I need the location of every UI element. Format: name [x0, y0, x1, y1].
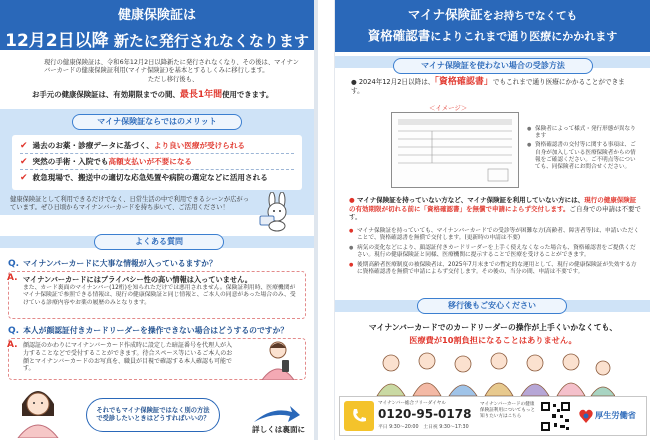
hours-weekend: 土日祝 9:30〜17:30 [423, 425, 469, 430]
validity-line [0, 84, 314, 100]
validity-pre: お手元の健康保険証は、有効期限までの間、 [32, 90, 180, 100]
section-title: マイナ保険証を使わない場合の受診方法 [393, 58, 593, 74]
arrow-right-icon [252, 404, 302, 426]
a-mark: A. [7, 340, 18, 350]
banner-line1-b: をお持ちでなくても [482, 10, 578, 22]
intro-block [0, 50, 314, 84]
sub-notes [349, 226, 641, 278]
answer-note: また、カード裏面のマイナンバー(12桁)を知られただけでは悪用されません。保険証利用時、医療機関がマイナ保険証で参照できる情報は、現行の健康保険証と同じ情報と、ご本人の同意があった場合のみ、受けている診療内容やお薬の履歴のみとなります。 [23, 285, 296, 306]
banner-title-line1: 健康保険証は [117, 8, 196, 23]
see-back-link[interactable]: 詳しくは裏面に [252, 425, 306, 434]
merit-text: 突然の手術・入院でも [32, 157, 109, 167]
question-2 [0, 325, 314, 336]
merit-title: マイナ保険証ならではのメリット [72, 114, 242, 130]
sub-note: ● 後期高齢者医療制度の被保険者は、2025年7月末までの暫定的な運用として、現行の健康保険証が失効する方に資格確認書を無償で申請によらず交付します。その後の、当分の間、申請は不要です。 [349, 262, 641, 277]
validity-highlight: 最長1年間 [179, 90, 223, 101]
a-mark: A. [7, 273, 18, 283]
merit-item [20, 156, 294, 170]
q-mark: Q. [8, 326, 20, 336]
card-note: ● 保険者によって様式・発行形態が異なります [527, 126, 639, 140]
check-icon: ✔ [20, 140, 28, 151]
question-text: 本人が顔認証付きカードリーダーを操作できない場合はどうするのですか？ [23, 326, 289, 335]
qr-caption: マイナンバーカードの健康保険証利用についてもっと知りたい方はこちら [480, 402, 536, 420]
question-text: マイナンバーカードに大事な情報が入っているますか？ [23, 259, 217, 268]
ease-line1: マイナンバーカードでのカードリーダーの操作が上手くいかなくても、 [368, 323, 618, 332]
main-note: ● マイナ保険証を持っていない方など、マイナ保険証を利用していない方には、現行の健康保険証の有効期限が切れる前に「資格確認書」を無償で申請によらず交付します。ご自身での申請は不要です。 [349, 196, 641, 222]
faq-title: よくある質問 [94, 234, 224, 250]
card-notes [527, 124, 639, 173]
hotline-number[interactable]: 0120-95-0178 [378, 407, 472, 421]
ease-line2: 医療費が10割負担になることはありません。 [409, 335, 577, 345]
answer-main: マイナンバーカードにはプライバシー性の高い情報は入っていません。 [23, 275, 252, 284]
banner-line2-a: 資格確認書 [367, 28, 431, 43]
person-phone-illustration [248, 338, 308, 380]
banner-line1 [335, 5, 650, 26]
hotline-hours [378, 423, 469, 430]
card-note: ● 資格確認書の交付等に関する事項は、ご自身が加入している医療保険者からの情報をご確認ください。ご不明点等についても、同保険者にお問合せください。 [527, 142, 639, 171]
banner-line1-a: マイナ保険証 [407, 7, 483, 22]
merit-text: 救急現場で、搬送中の適切な応急処置や病院の選定などに活用される [32, 173, 268, 183]
certificate-image [391, 112, 519, 188]
check-icon: ✔ [20, 172, 28, 183]
banner-date: 12月2日以降 [5, 31, 109, 51]
banner-title-line2 [0, 26, 314, 51]
sub-note: ● 病気の変化などにより、顔認証付きカードリーダーを上手く使えなくなった場合も、資格確認書をご提供ください。現行の健康保険証と同様、医療機関に提示することで医療を受けることができます。 [349, 245, 641, 260]
merit-item [20, 172, 294, 185]
q-mark: Q. [8, 259, 20, 269]
banner-line2-b: によりこれまで通り医療にかかれます [430, 30, 618, 43]
sub-note: ● マイナ保険証を持っていても、マイナンバーカードでの受診等が困難な方(高齢者、障害者等)は、申請いただくことで、資格確認書を無償で交付します。(更新時の申請は不要) [349, 228, 641, 243]
banner-title-rest: 新たに発行されなくなります [108, 32, 309, 50]
image-label: ＜イメージ＞ [429, 104, 468, 112]
qr-code-icon[interactable] [540, 401, 571, 432]
hours-weekday: 平日 9:30〜20:00 [378, 425, 419, 430]
lead-pre: 2024年12月2日以降は、 [358, 78, 435, 86]
family-illustration [371, 350, 615, 396]
main-note-pre: マイナ保険証を持っていない方など、マイナ保険証を利用していない方には、 [356, 196, 585, 204]
merit-item [20, 140, 294, 154]
left-banner [0, 0, 314, 50]
rabbit-mascot [256, 192, 300, 232]
lead-post: でもこれまで通り医療にかかることができます。 [351, 78, 625, 95]
answer-text: 顔認証のかわりにマイナンバーカード作成時に設定した暗証番号を代理人が入力することなどで受付することができます。待合スペース等にいるご本人のお顔とマイナンバーカードのお写真を、職員が目視で確認する本人確認も可能です。 [23, 342, 233, 373]
merit-text: 過去のお薬・診療データに基づく、 [32, 141, 154, 151]
ease-title: 移行後もご安心ください [417, 298, 567, 314]
main-note-highlight: 現行の健康保険証の有効期限が切れる前に「資格確認書」を無償で申請によらず交付します。 [349, 196, 637, 213]
merit-highlight: より良い医療が受けられる [153, 141, 246, 151]
right-banner [335, 0, 650, 52]
intro-tail: ただし移行後も、 [147, 75, 199, 83]
bubble-text: それでもマイナ保険証ではなく別の方法で受診したいときはどうすればいいの？ [96, 406, 210, 422]
main-note-post: ご自身での申請は不要です。 [349, 204, 641, 222]
intro-text: 現行の健康保険証は、令和6年12月2日以降新たに発行されなくなり、その後は、マイナンバーカードの健康保険証利用(マイナ保険証)を基本とするしくみに移行します。 [44, 59, 299, 75]
merit-list [12, 135, 302, 190]
lead-highlight: 「資格確認書」 [434, 77, 493, 87]
phone-icon [344, 401, 374, 431]
merit-highlight: 高額支払いが不要になる [108, 157, 193, 167]
ministry-name: 厚生労働省 [595, 410, 636, 420]
woman-illustration [8, 382, 68, 438]
right-panel [334, 0, 650, 440]
answer-1 [8, 271, 306, 319]
merit-note: 健康保険証として利用できるだけでなく、日常生活の中で利用できるシーンが広がっています。ぜひ日頃からマイナンバーカードを持ち歩いて、ご活用ください！ [10, 196, 250, 212]
banner-line2 [335, 26, 650, 47]
question-bubble [86, 398, 220, 432]
hotline-label: マイナンバー総合フリーダイヤル [378, 401, 446, 406]
check-icon: ✔ [20, 156, 28, 167]
question-1 [0, 258, 314, 269]
lead-text: ● 2024年12月2日以降は、「資格確認書」でもこれまで通り医療にかかることができます。 [351, 77, 625, 95]
left-panel [0, 0, 318, 440]
ministry-logo-icon [578, 408, 594, 424]
footer-contact [339, 396, 647, 436]
validity-post: 使用できます。 [222, 90, 274, 100]
